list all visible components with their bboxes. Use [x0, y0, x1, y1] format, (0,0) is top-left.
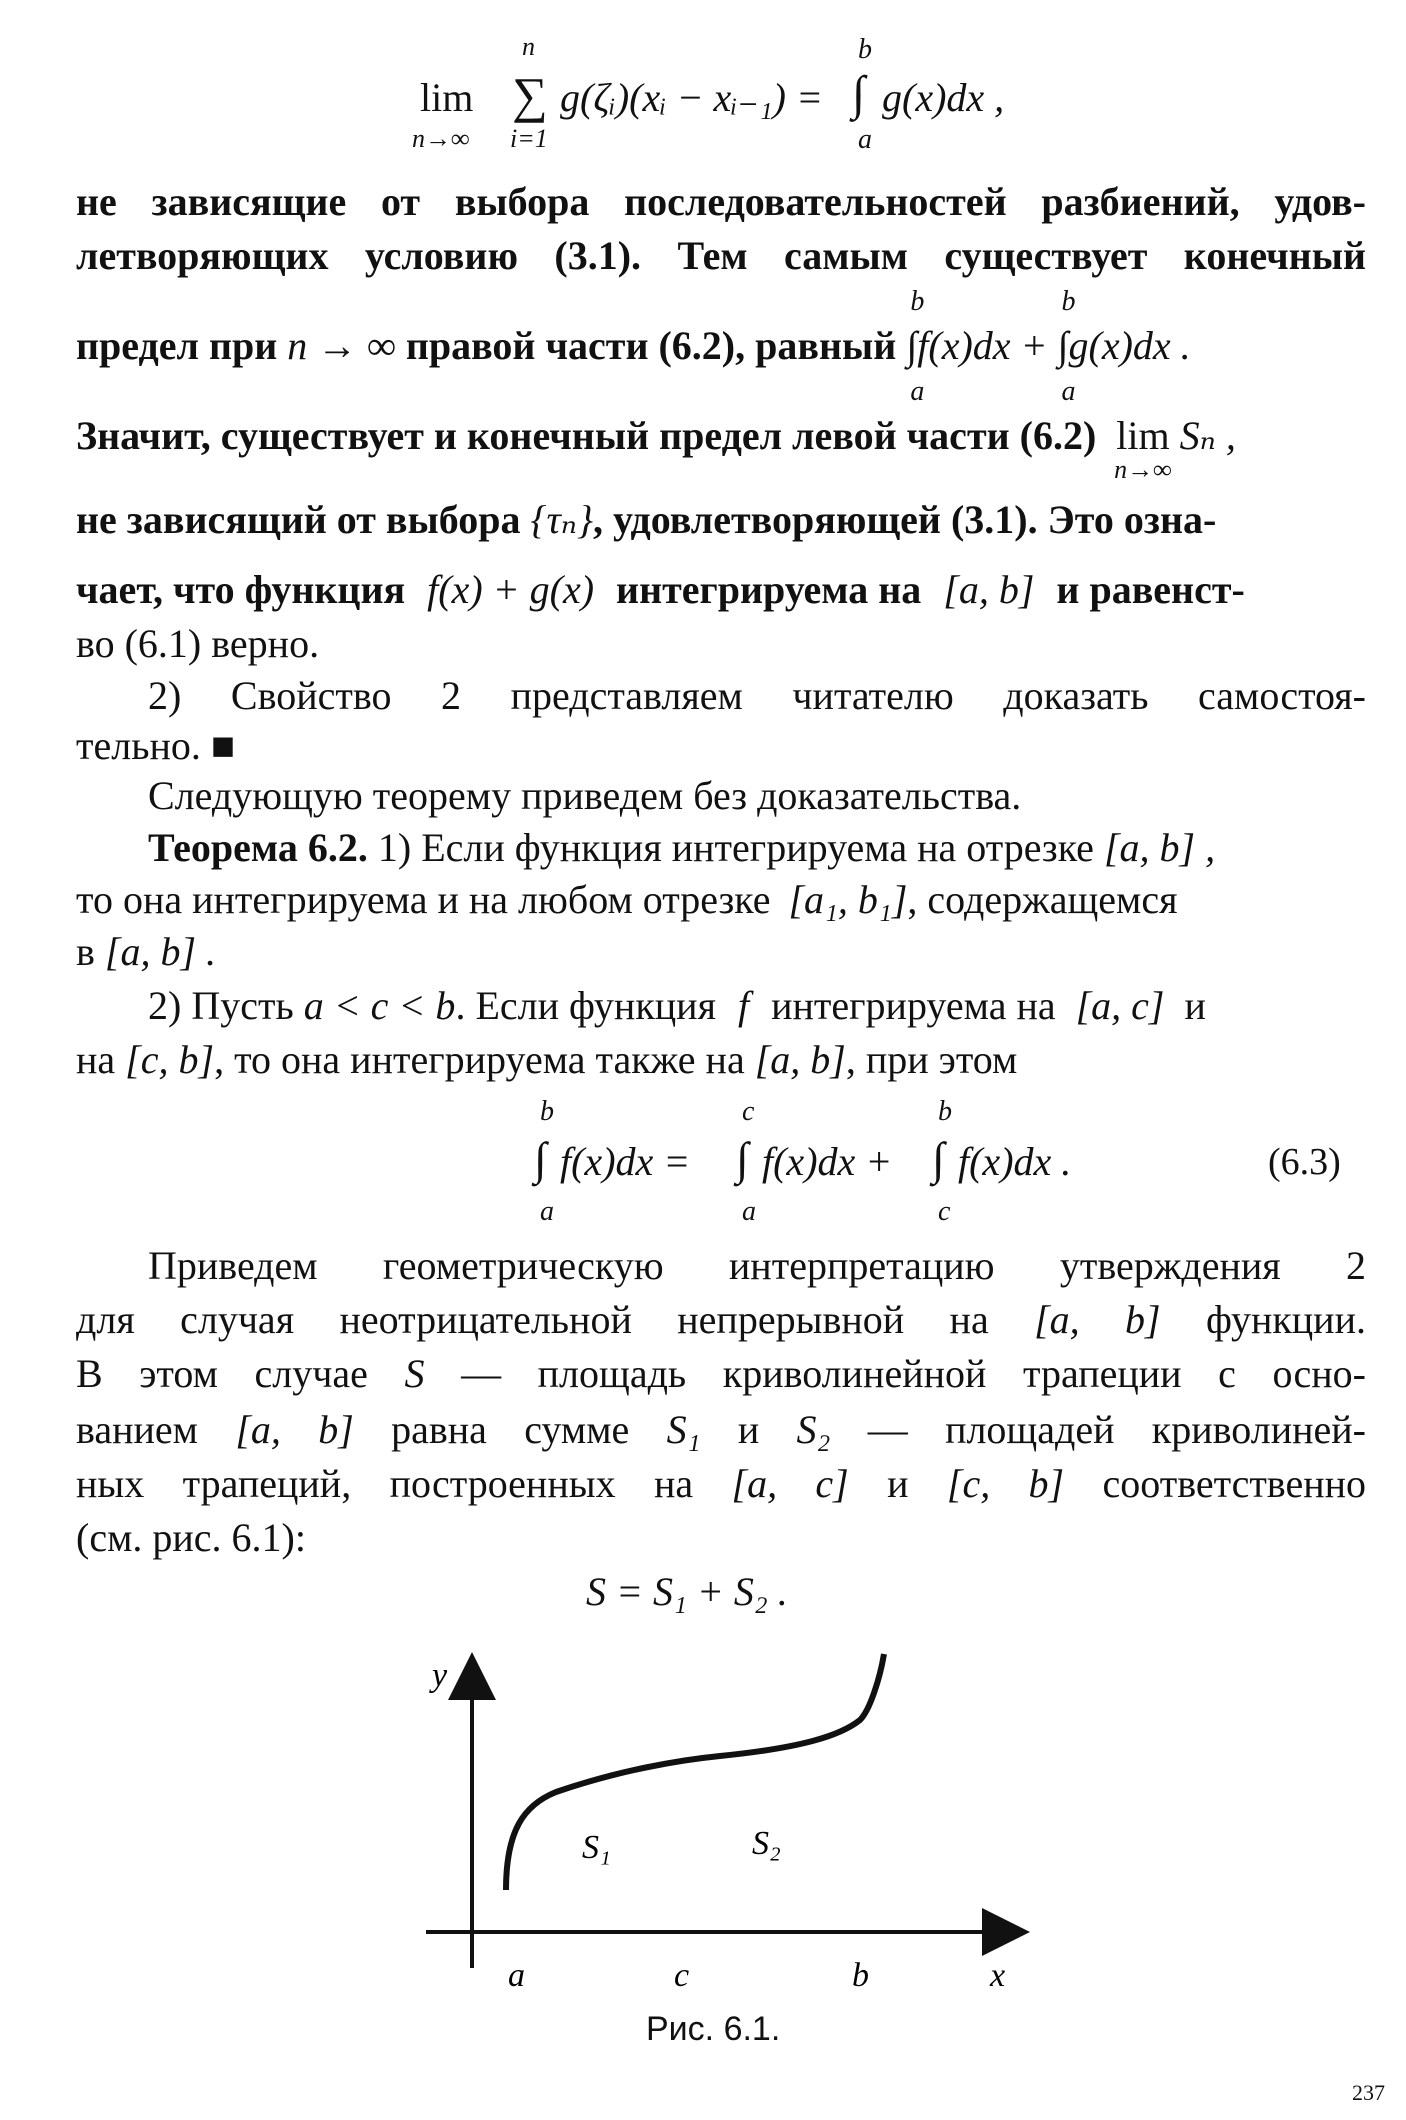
line17-text-c: функции.: [1206, 1297, 1366, 1342]
text-line-12: [76, 874, 1366, 926]
sum-upper-limit: n: [522, 32, 535, 61]
line6-text-e: и равенст-: [1056, 567, 1245, 612]
f63-int3-upper: b: [938, 1096, 952, 1127]
integral-body: g(x)dx ,: [882, 75, 1005, 120]
line19-text-g: — площадей криволиней-: [867, 1407, 1366, 1452]
line14-interval-ac: [a, c]: [1075, 983, 1165, 1028]
text-line-14: [148, 980, 1366, 1032]
line17-interval-ab: [a, b]: [1034, 1297, 1161, 1342]
int-upper-limit: b: [858, 34, 872, 65]
line14-f: f: [737, 983, 750, 1028]
text-line-19: [76, 1404, 1366, 1456]
f63-int1-upper: b: [540, 1096, 554, 1127]
line4-lim: lim n→∞: [1114, 413, 1172, 484]
line3-integral-f: b ∫ a: [906, 286, 925, 407]
line13-text-a: в: [76, 929, 95, 974]
text-line-9: тельно. ■: [76, 723, 236, 768]
line12-interval-a1b1: [a₁, b₁]: [788, 877, 908, 922]
line12-text-c: , содержащемся: [907, 877, 1178, 922]
line18-text-c: — площадь криволинейной трапеции с осно-: [461, 1351, 1366, 1396]
line3-n-to-infinity: n → ∞: [287, 323, 396, 368]
y-axis-label: y: [432, 1657, 448, 1694]
f63-int2-upper: c: [742, 1096, 755, 1127]
line3-integral-f-body: f(x)dx +: [917, 323, 1048, 368]
int-lower-limit: a: [858, 124, 872, 155]
f63-int2-lower: a: [742, 1196, 756, 1227]
line4-s-n: Sₙ ,: [1179, 413, 1236, 458]
line6-text-c: интегрируема на: [616, 567, 922, 612]
line19-s1: S₁: [666, 1407, 701, 1452]
theorem-title: Теорема 6.2.: [148, 825, 368, 870]
line19-text-e: и: [737, 1407, 760, 1452]
line3-integral-g: b ∫ a: [1057, 286, 1076, 407]
line15-text-c: , то она интегрируема также на: [214, 1037, 745, 1082]
line20-text-a: ных трапеций, построенных на: [76, 1461, 694, 1506]
line11-interval-ab: [a, b] ,: [1103, 825, 1216, 870]
formula-6-3: [530, 1096, 1130, 1226]
line5-tau-n: {τₙ}: [530, 497, 593, 542]
tick-label-b: b: [852, 1957, 869, 1994]
line19-s2: S₂: [796, 1407, 831, 1452]
sum-sign: ∑: [512, 67, 548, 123]
line14-inequality: a < c < b: [303, 983, 456, 1028]
tick-label-a: a: [508, 1957, 525, 1994]
lim-label: lim: [420, 75, 474, 120]
text-line-1: не зависящие от выбора последовательностей разбиений, удов-: [76, 179, 1366, 224]
line15-text-e: , при этом: [845, 1037, 1018, 1082]
line12-text-a: то она интегрируема и на любом отрезке: [76, 877, 771, 922]
line14-text-g: и: [1184, 983, 1206, 1028]
function-curve: [506, 1654, 884, 1890]
line14-text-c: . Если функция: [455, 983, 716, 1028]
line11-text-a: 1) Если функция интегрируема на отрезке: [377, 825, 1094, 870]
line6-text-a: чает, что функция: [76, 567, 406, 612]
f63-int3-lower: c: [938, 1196, 951, 1227]
line5-text-a: не зависящий от выбора: [76, 497, 521, 542]
text-line-6: [76, 564, 1366, 616]
figure-caption: Рис. 6.1.: [646, 2010, 781, 2048]
sum-body: g(ζᵢ)(xᵢ − xᵢ₋₁) =: [560, 75, 823, 120]
sum-lower-limit: i=1: [510, 124, 548, 153]
line6-interval-ab: [a, b]: [943, 567, 1035, 612]
line14-text-a: 2) Пусть: [148, 983, 294, 1028]
line4-text-a: Значит, существует и конечный предел левой части (6.2): [76, 413, 1097, 458]
line5-text-c: , удовлетворяющей (3.1). Это озна-: [592, 497, 1217, 542]
line18-text-a: В этом случае: [76, 1351, 368, 1396]
line15-interval-ab: [a, b]: [754, 1037, 846, 1082]
integral-sign: ∫: [852, 67, 866, 120]
line20-interval-ac: [a, c]: [731, 1461, 849, 1506]
text-line-3: [76, 286, 1366, 407]
lim-subscript: n→∞: [412, 124, 470, 153]
line17-text-a: для случая неотрицательной непрерывной на: [76, 1297, 989, 1342]
text-line-17: [76, 1294, 1366, 1346]
text-line-4: [76, 410, 1366, 484]
f63-int1-body: f(x)dx =: [560, 1139, 691, 1184]
text-line-11: [148, 822, 1366, 874]
equation-number: (6.3): [1268, 1141, 1341, 1183]
text-line-16: Приведем геометрическую интерпретацию утверждения 2: [148, 1243, 1366, 1288]
f63-int1-sign: ∫: [534, 1133, 547, 1184]
text-line-10: Следующую теорему приведем без доказательства.: [148, 773, 1022, 818]
text-line-8: 2) Свойство 2 представляем читателю доказать самостоя-: [148, 673, 1366, 718]
line19-interval-ab: [a, b]: [235, 1407, 354, 1452]
text-line-20: [76, 1458, 1366, 1510]
line3-text-a: предел при: [76, 323, 278, 368]
line14-text-e: интегрируема на: [771, 983, 1056, 1028]
formula-s-sum: S = S₁ + S₂ .: [586, 1569, 788, 1614]
line19-text-c: равна сумме: [391, 1407, 630, 1452]
tick-label-c: c: [674, 1957, 690, 1994]
line3-text-c: правой части (6.2), равный: [405, 323, 897, 368]
line15-text-a: на: [76, 1037, 116, 1082]
line6-fx-plus-gx: f(x) + g(x): [427, 567, 595, 612]
text-line-7: во (6.1) верно.: [76, 621, 320, 666]
line13-interval-ab: [a, b] .: [104, 929, 217, 974]
line15-interval-cb: [c, b]: [125, 1037, 215, 1082]
f63-int3-sign: ∫: [932, 1133, 945, 1184]
line20-text-c: и: [887, 1461, 909, 1506]
x-axis-label: x: [990, 1957, 1006, 1994]
text-line-5: [76, 494, 1366, 546]
f63-int2-body: f(x)dx +: [762, 1139, 893, 1184]
line20-interval-cb: [c, b]: [946, 1461, 1065, 1506]
line19-text-a: ванием: [76, 1407, 198, 1452]
text-line-15: [76, 1034, 1366, 1086]
line18-s: S: [404, 1351, 425, 1396]
text-line-2: летворяющих условию (3.1). Тем самым существует конечный: [76, 233, 1366, 278]
text-line-18: [76, 1348, 1366, 1400]
line3-integral-g-body: g(x)dx .: [1068, 323, 1191, 368]
page-number: 237: [1352, 2080, 1385, 2105]
line20-text-e: соответственно: [1102, 1461, 1367, 1506]
region-label-s2: S₂: [752, 1825, 781, 1862]
text-line-13: [76, 926, 1366, 978]
f63-int2-sign: ∫: [736, 1133, 749, 1184]
text-line-21: (см. рис. 6.1):: [76, 1515, 306, 1560]
formula-limit-sum: [412, 30, 1060, 155]
f63-int1-lower: a: [540, 1196, 554, 1227]
f63-int3-body: f(x)dx .: [958, 1139, 1072, 1184]
region-label-s1: S₁: [582, 1829, 611, 1866]
